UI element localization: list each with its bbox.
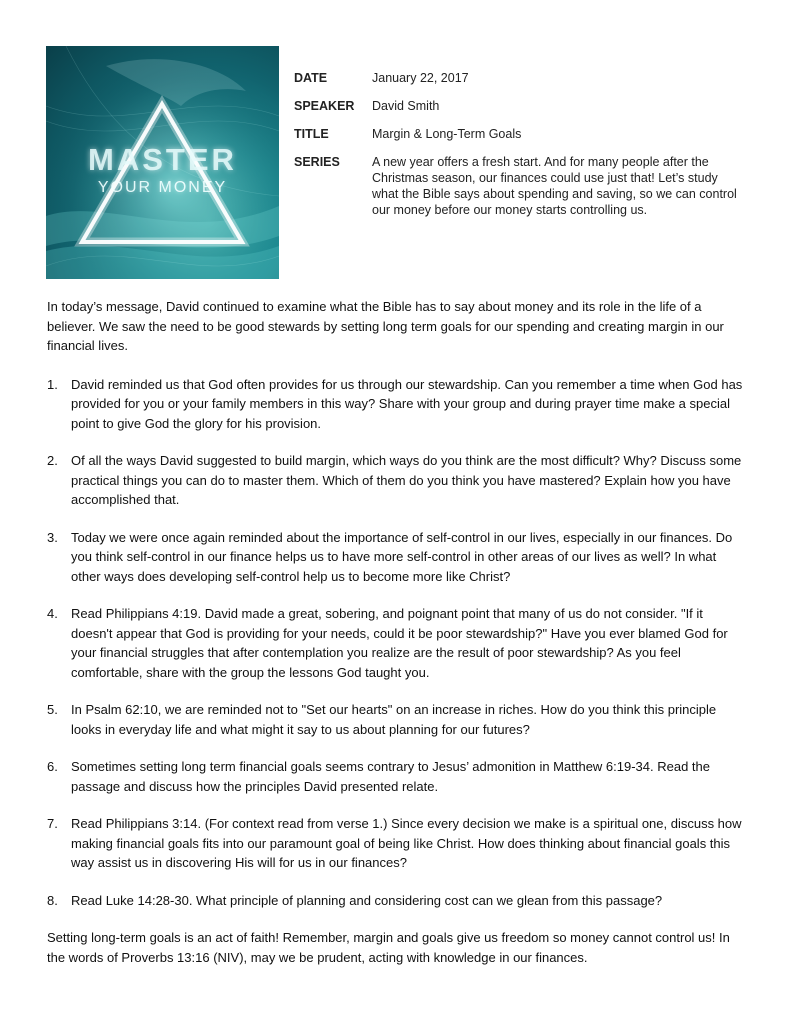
question-text: Read Philippians 3:14. (For context read from verse 1.) Since every decision we make is a spiritual one, discuss how making financial goals fits into our paramount goal of being like Christ. How does thinking about financial goals this way assist us in discovering His will for us in our finances? (71, 816, 742, 870)
series-cover-image (46, 46, 279, 279)
question-item (47, 604, 747, 682)
meta-row-title (294, 126, 744, 142)
question-text: Of all the ways David suggested to build margin, which ways do you think are the most difficult? Why? Discuss some practical things you can do to master them. Which of them do you think you have mastered? Explain how you have accomplished that. (71, 453, 742, 507)
question-item (47, 700, 747, 739)
question-item (47, 451, 747, 510)
question-number: 1. (47, 376, 58, 392)
question-list (47, 375, 747, 911)
question-text: David reminded us that God often provides for us through our stewardship. Can you remember a time when God has provided for you or your family members in this way? Share with your group and during prayer time make a special point to give God the glory for his provision. (71, 376, 743, 431)
meta-value: Margin & Long-Term Goals (372, 127, 522, 141)
question-number: 6. (47, 759, 58, 774)
question-text: Read Philippians 4:19. David made a great, sobering, and poignant point that many of us do not consider. "If it doesn't appear that God is providing for your needs, could it be poor stewardship?" Have you ever blamed God for your financial struggles that after contemplation you realize are the result of poor stewardship? As you feel comfortable, share with the group the lessons God taught you. (71, 606, 728, 680)
question-number: 2. (47, 453, 58, 468)
question-number: 8. (47, 892, 58, 908)
meta-label: DATE (294, 71, 328, 85)
meta-label: SERIES (294, 155, 340, 169)
question-item (47, 375, 747, 434)
question-number: 3. (47, 529, 58, 545)
meta-row-series (294, 154, 744, 218)
question-item (47, 814, 747, 873)
question-item (47, 528, 747, 587)
question-item (47, 757, 747, 796)
meta-row-speaker (294, 98, 744, 114)
question-number: 7. (47, 816, 58, 831)
question-text: In Psalm 62:10, we are reminded not to "Set our hearts" on an increase in riches. How do you think this principle looks in everyday life and what might it say to us about planning for our futures? (71, 702, 717, 737)
meta-value: David Smith (372, 99, 440, 113)
meta-label: TITLE (294, 127, 329, 141)
cover-subtitle: YOUR MONEY (97, 179, 228, 196)
meta-label: SPEAKER (294, 99, 355, 113)
question-item (47, 891, 747, 911)
meta-row-date (294, 70, 744, 86)
cover-title: MASTER (88, 142, 237, 177)
sermon-details (294, 70, 744, 230)
question-text: Today we were once again reminded about the importance of self-control in our lives, especially in our finances. Do you think self-control in our finance helps us to have more self-control in other areas of our lives as well? In what other ways does developing self-control help us to become more like Christ? (71, 529, 733, 584)
question-text: Read Luke 14:28-30. What principle of planning and considering cost can we glean from this passage? (71, 892, 663, 908)
discussion-guide (47, 297, 747, 980)
meta-value: A new year offers a fresh start. And for many people after the Christmas season, our finances could use just that! Let’s study what the Bible says about spending and saving, so we can control our money before our money starts controlling us. (372, 155, 737, 217)
question-text: Sometimes setting long term financial goals seems contrary to Jesus’ admonition in Matthew 6:19-34. Read the passage and discuss how the principles David presented relate. (71, 759, 711, 794)
question-number: 5. (47, 702, 58, 717)
question-number: 4. (47, 606, 58, 621)
closing-paragraph: Setting long-term goals is an act of faith! Remember, margin and goals give us freedom so money cannot control us! In the words of Proverbs 13:16 (NIV), may we be prudent, acting with knowledge in our finances. (47, 930, 730, 965)
meta-value: January 22, 2017 (372, 71, 469, 85)
intro-paragraph: In today’s message, David continued to examine what the Bible has to say about money and its role in the life of a believer. We saw the need to be good stewards by setting long term goals for our spending and creating margin in our financial lives. (47, 299, 724, 353)
